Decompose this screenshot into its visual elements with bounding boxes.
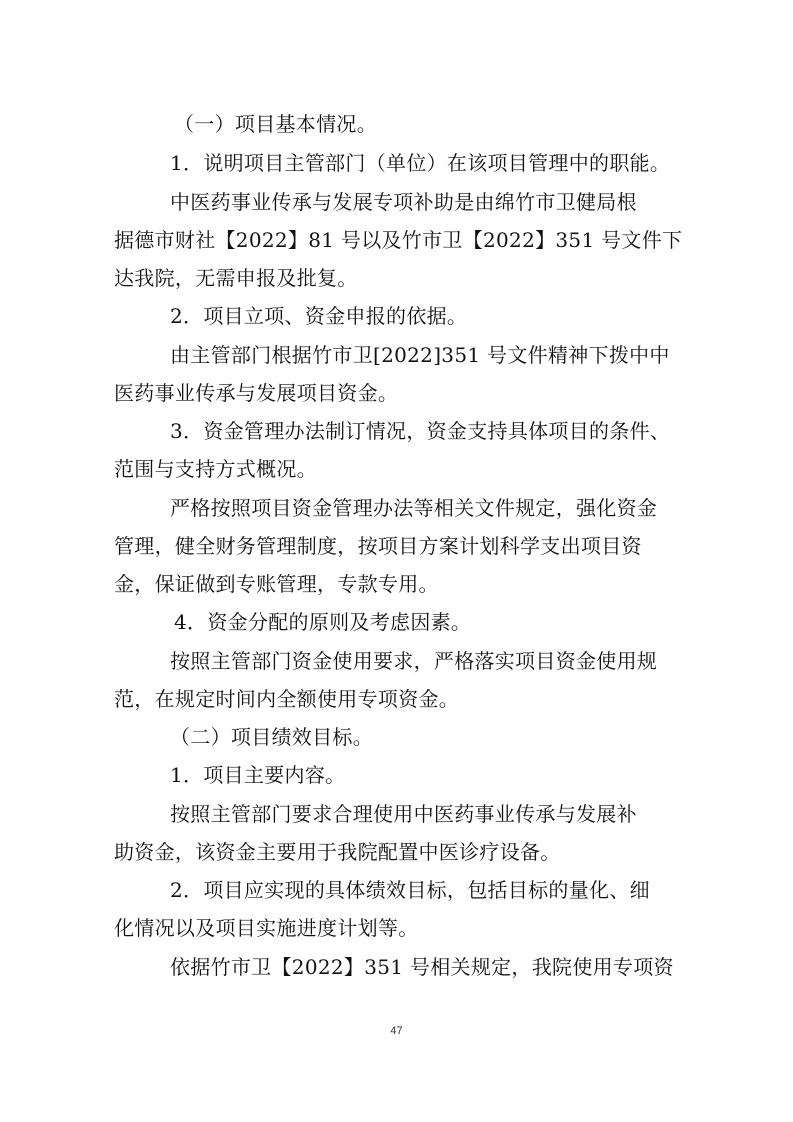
item-heading-4: 4．资金分配的原则及考虑因素。 — [174, 610, 472, 634]
paragraph-line: 依据竹市卫【2022】351 号相关规定，我院使用专项资 — [170, 955, 674, 979]
paragraph-line: 金，保证做到专账管理，专款专用。 — [114, 572, 439, 596]
paragraph-line: 按照主管部门要求合理使用中医药事业传承与发展补 — [170, 802, 637, 826]
paragraph-line: 助资金，该资金主要用于我院配置中医诊疗设备。 — [114, 840, 561, 864]
section-heading-basic-info: （一）项目基本情况。 — [174, 112, 377, 136]
item-heading-3: 3．资金管理办法制订情况，资金支持具体项目的条件、 — [170, 419, 671, 443]
paragraph-line: 范围与支持方式概况。 — [114, 457, 317, 481]
section-heading-performance-goals: （二）项目绩效目标。 — [170, 725, 373, 749]
item-heading-1: 1．项目主要内容。 — [170, 763, 346, 787]
paragraph-line: 中医药事业传承与发展专项补助是由绵竹市卫健局根 — [170, 190, 637, 214]
item-heading-2: 2．项目应实现的具体绩效目标，包括目标的量化、细 — [170, 878, 650, 902]
paragraph-line: 达我院，无需申报及批复。 — [114, 266, 358, 290]
item-heading-1: 1．说明项目主管部门（单位）在该项目管理中的职能。 — [170, 151, 671, 175]
page-number: 47 — [390, 1025, 403, 1037]
item-heading-2: 2．项目立项、资金申报的依据。 — [170, 304, 468, 328]
paragraph-line: 范，在规定时间内全额使用专项资金。 — [114, 687, 460, 711]
paragraph-line: 管理，健全财务管理制度，按项目方案计划科学支出项目资 — [114, 534, 642, 558]
paragraph-line: 严格按照项目资金管理办法等相关文件规定，强化资金 — [170, 496, 658, 520]
paragraph-line: 按照主管部门资金使用要求，严格落实项目资金使用规 — [170, 649, 658, 673]
paragraph-line: 据德市财社【2022】81 号以及竹市卫【2022】351 号文件下 — [114, 228, 683, 252]
paragraph-line: 由主管部门根据竹市卫[2022]351 号文件精神下拨中中 — [170, 343, 670, 367]
paragraph-line: 化情况以及项目实施进度计划等。 — [114, 916, 419, 940]
paragraph-line: 医药事业传承与发展项目资金。 — [114, 381, 399, 405]
